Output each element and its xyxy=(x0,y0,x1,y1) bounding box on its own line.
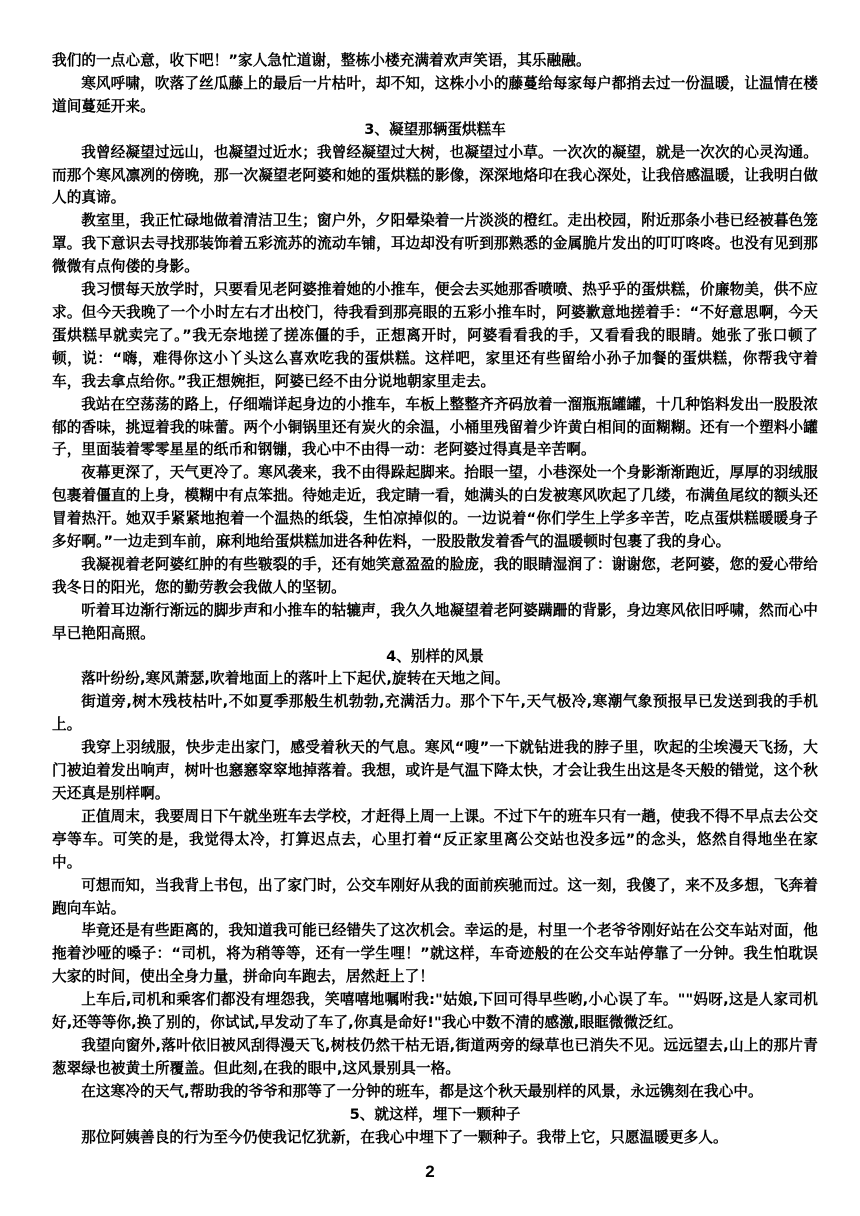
paragraph: 我们的一点心意，收下吧！”家人急忙道谢，整栋小楼充满着欢声笑语，其乐融融。 xyxy=(52,52,591,69)
paragraph: 教室里，我正忙碌地做着清洁卫生；窗户外，夕阳晕染着一片淡淡的橙红。走出校园，附近那条小巷已经被暮色笼罩。我下意识去寻找那装饰着五彩流苏的流动车铺，耳边却没有听到那熟悉的金属脆片发出的叮叮咚咚。也没有见到那微微有点佝偻的身影。 xyxy=(52,212,818,276)
document-body xyxy=(52,50,818,1150)
paragraph: 我习惯每天放学时，只要看见老阿婆推着她的小推车，便会去买她那香喷喷、热乎乎的蛋烘糕，价廉物美，供不应求。但今天我晚了一个小时左右才出校门，待我看到那亮眼的五彩小推车时，阿婆歉意地搓着手：“不好意思啊，今天蛋烘糕早就卖完了。”我无奈地搓了搓冻僵的手，正想离开时，阿婆看看我的手，又看看我的眼睛。她张了张口顿了顿，说：“嗨，难得你这小丫头这么喜欢吃我的蛋烘糕。这样吧，家里还有些留给小孙子加餐的蛋烘糕，你帮我守着车，我去拿点给你。”我正想婉拒，阿婆已经不由分说地朝家里走去。 xyxy=(52,281,818,390)
paragraph: 落叶纷纷,寒风萧瑟,吹着地面上的落叶上下起伏,旋转在天地之间。 xyxy=(81,670,510,688)
paragraph: 街道旁,树木残枝枯叶,不如夏季那般生机勃勃,充满活力。那个下午,天气极冷,寒潮气象预报早已发送到我的手机上。 xyxy=(52,693,818,734)
paragraph: 可想而知，当我背上书包，出了家门时，公交车刚好从我的面前疾驰而过。这一刻，我傻了，来不及多想，飞奔着跑向车站。 xyxy=(52,876,818,917)
paragraph: 我穿上羽绒服，快步走出家门，感受着秋天的气息。寒风“嗖”一下就钻进我的脖子里，吹起的尘埃漫天飞扬，大门被迫着发出响声，树叶也窸窸窣窣地掉落着。我想，或许是气温下降太快，才会让我生出这是冬天般的错觉，这个秋天还真是别样啊。 xyxy=(52,739,818,802)
paragraph: 那位阿姨善良的行为至今仍使我记忆犹新，在我心中埋下了一颗种子。我带上它，只愿温暖更多人。 xyxy=(81,1128,728,1146)
section-heading: 3、凝望那辆蛋烘糕车 xyxy=(364,120,506,138)
paragraph: 在这寒冷的天气,帮助我的爷爷和那等了一分钟的班车，都是这个秋天最别样的风景，永远镌刻在我心中。 xyxy=(81,1082,763,1100)
paragraph: 上车后,司机和乘客们都没有埋怨我，笑嘻嘻地嘱咐我:"姑娘,下回可得早些哟,小心误了车。""妈呀,这是人家司机好,还等等你,换了别的，你试试,早发动了车了,你真是命好!"我心中数不清的感激,眼眶微微泛红。 xyxy=(52,991,818,1032)
paragraph: 我站在空荡荡的路上，仔细端详起身边的小推车，车板上整整齐齐码放着一溜瓶瓶罐罐，十几种馅料发出一股股浓郁的香味，挑逗着我的味蕾。两个小铜锅里还有炭火的余温，小桶里残留着少许黄白相间的面糊糊。还有一个塑料小罐子，里面装着零零星星的纸币和钢镚，我心中不由得一动：老阿婆过得真是辛苦啊。 xyxy=(52,395,818,459)
paragraph: 正值周末，我要周日下午就坐班车去学校，才赶得上周一上课。不过下午的班车只有一趟，使我不得不早点去公交亭等车。可笑的是，我觉得太冷，打算迟点去，心里打着“反正家里离公交站也没多远”的念头，悠然自得地坐在家中。 xyxy=(52,807,818,871)
paragraph: 听着耳边渐行渐远的脚步声和小推车的轱辘声，我久久地凝望着老阿婆蹒跚的背影，身边寒风依旧呼啸，然而心中早已艳阳高照。 xyxy=(52,601,818,642)
paragraph: 我凝视着老阿婆红肿的有些皲裂的手，还有她笑意盈盈的脸庞，我的眼睛湿润了：谢谢您，老阿婆，您的爱心带给我冬日的阳光，您的勤劳教会我做人的坚韧。 xyxy=(52,555,818,596)
paragraph: 夜幕更深了，天气更冷了。寒风袭来，我不由得跺起脚来。抬眼一望，小巷深处一个身影渐渐跑近，厚厚的羽绒服包裹着僵直的上身，模糊中有点笨拙。待她走近，我定睛一看，她满头的白发被寒风吹起了几缕，布满鱼尾纹的额头还冒着热汗。她双手紧紧地抱着一个温热的纸袋，生怕凉掉似的。一边说着“你们学生上学多辛苦，吃点蛋烘糕暖暖身子多好啊。”一边走到车前，麻利地给蛋烘糕加进各种佐料，一股股散发着香气的温暖顿时包裹了我的身心。 xyxy=(52,464,818,551)
paragraph: 我望向窗外,落叶依旧被风刮得漫天飞,树枝仍然干枯无语,街道两旁的绿草也已消失不见。远远望去,山上的那片青葱翠绿也被黄土所覆盖。但此刻,在我的眼中,这风景别具一格。 xyxy=(52,1036,818,1077)
section-heading: 5、就这样，埋下一颗种子 xyxy=(349,1105,521,1123)
paragraph: 毕竟还是有些距离的，我知道我可能已经错失了这次机会。幸运的是，村里一个老爷爷刚好站在公交车站对面，他拖着沙哑的嗓子：“司机，将为稍等等，还有一学生哩！”就这样，车奇迹般的在公交车站停靠了一分钟。我生怕耽误大家的时间，使出全身力量，拼命向车跑去，居然赶上了！ xyxy=(52,922,818,986)
section-heading: 4、别样的风景 xyxy=(386,647,484,665)
paragraph: 寒风呼啸，吹落了丝瓜藤上的最后一片枯叶，却不知，这株小小的藤蔓给每家每户都捎去过一份温暖，让温情在楼道间蔓延开来。 xyxy=(52,74,818,115)
paragraph: 我曾经凝望过远山，也凝望过近水；我曾经凝望过大树，也凝望过小草。一次次的凝望，就是一次次的心灵沟通。而那个寒风凛冽的傍晚，那一次凝望老阿婆和她的蛋烘糕的影像，深深地烙印在我心深处，让我倍感温暖，让我明白做人的真谛。 xyxy=(52,143,818,207)
page-number: 2 xyxy=(425,1162,435,1181)
